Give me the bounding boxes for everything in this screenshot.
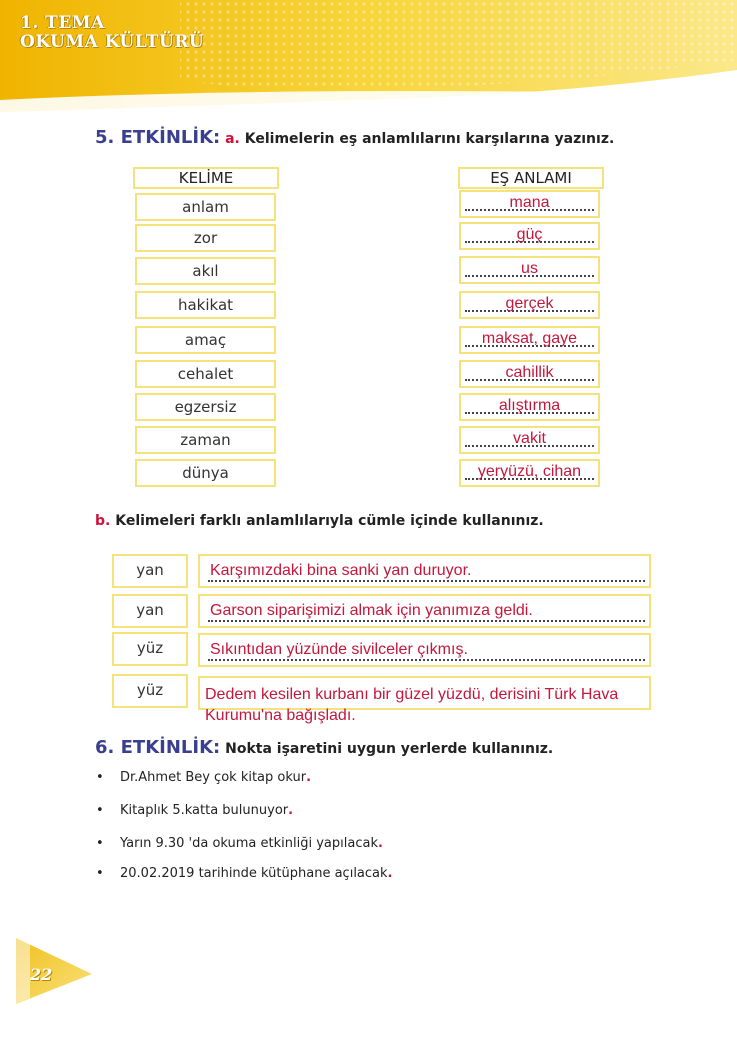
word-cell: anlam xyxy=(135,193,276,221)
part-a-instruction: Kelimelerin eş anlamlılarını karşılarına yazınız. xyxy=(244,131,615,147)
theme-title xyxy=(20,14,204,52)
word-cell: zaman xyxy=(135,426,276,454)
column-header-word: KELİME xyxy=(133,167,279,189)
answer-field[interactable] xyxy=(459,291,600,319)
word-cell: yüz xyxy=(112,632,188,666)
word-cell: yüz xyxy=(112,674,188,708)
part-b-instruction: Kelimeleri farklı anlamlılarıyla cümle içinde kullanınız. xyxy=(115,513,544,529)
theme-number: 1. TEMA xyxy=(20,13,105,33)
sentence-text-multiline xyxy=(205,684,665,726)
answer-field[interactable] xyxy=(459,426,600,454)
list-item xyxy=(96,836,383,851)
answer-field[interactable] xyxy=(459,190,600,218)
part-b-heading xyxy=(95,513,544,529)
dotted-line xyxy=(208,580,645,582)
answer-field[interactable] xyxy=(459,256,600,284)
answer-text: alıştırma xyxy=(498,397,561,414)
part-a-letter: a. xyxy=(225,131,240,147)
exercise6-instruction: Nokta işaretini uygun yerlerde kullanınız. xyxy=(225,741,554,757)
list-item xyxy=(96,770,311,785)
list-item-text: 20.02.2019 tarihinde kütüphane açılacak xyxy=(120,866,388,881)
sentence-text: Sıkıntıdan yüzünde sivilceler çıkmış. xyxy=(210,641,468,658)
answer-text: mana xyxy=(509,194,550,211)
word-cell: hakikat xyxy=(135,291,276,319)
word-cell: akıl xyxy=(135,257,276,285)
exercise6-number: 6. ETKİNLİK: xyxy=(95,737,221,758)
dotted-line xyxy=(208,620,645,622)
word-cell: cehalet xyxy=(135,360,276,388)
answer-field[interactable] xyxy=(459,360,600,388)
exercise5-heading xyxy=(95,127,614,148)
answer-text: maksat, gaye xyxy=(481,330,578,347)
answer-text: vakit xyxy=(513,430,546,447)
word-cell: zor xyxy=(135,224,276,252)
period-mark: . xyxy=(387,866,393,881)
answer-field[interactable] xyxy=(459,326,600,354)
answer-text: gerçek xyxy=(505,295,554,312)
part-b-letter: b. xyxy=(95,513,111,529)
exercise6-heading xyxy=(95,737,553,758)
column-header-synonym: EŞ ANLAMI xyxy=(458,167,604,189)
word-cell: yan xyxy=(112,554,188,588)
answer-text: cahillik xyxy=(505,364,554,381)
theme-name: OKUMA KÜLTÜRÜ xyxy=(20,32,205,52)
period-mark: . xyxy=(306,770,312,785)
word-cell: yan xyxy=(112,594,188,628)
sentence-field[interactable] xyxy=(198,594,651,628)
sentence-field[interactable] xyxy=(198,554,651,588)
sentence-line-1: Dedem kesilen kurbanı bir güzel yüzdü, derisini Türk Hava xyxy=(205,686,619,703)
answer-field[interactable] xyxy=(459,459,600,487)
exercise5-number: 5. ETKİNLİK: xyxy=(95,127,221,148)
sentence-line-2: Kurumu'na bağışladı. xyxy=(205,707,356,724)
word-cell: dünya xyxy=(135,459,276,487)
answer-field[interactable] xyxy=(459,222,600,250)
answer-text: güç xyxy=(516,226,543,243)
list-item-text: Kitaplık 5.katta bulunuyor xyxy=(120,803,289,818)
period-mark: . xyxy=(288,803,294,818)
period-mark: . xyxy=(377,836,383,851)
page-number-triangle xyxy=(16,938,96,1008)
list-item-text: Yarın 9.30 'da okuma etkinliği yapılacak xyxy=(120,836,378,851)
answer-text: yeryüzü, cihan xyxy=(477,463,582,480)
answer-text: us xyxy=(521,260,538,277)
list-item xyxy=(96,866,393,881)
word-cell: egzersiz xyxy=(135,393,276,421)
header-banner xyxy=(0,0,737,115)
dotted-line xyxy=(208,659,645,661)
sentence-text: Garson siparişimizi almak için yanımıza geldi. xyxy=(210,602,533,619)
page-number: 22 xyxy=(30,965,53,984)
answer-field[interactable] xyxy=(459,393,600,421)
word-cell: amaç xyxy=(135,326,276,354)
sentence-field[interactable] xyxy=(198,633,651,667)
list-item xyxy=(96,803,293,818)
sentence-text: Karşımızdaki bina sanki yan duruyor. xyxy=(210,562,472,579)
list-item-text: Dr.Ahmet Bey çok kitap okur xyxy=(120,770,307,785)
